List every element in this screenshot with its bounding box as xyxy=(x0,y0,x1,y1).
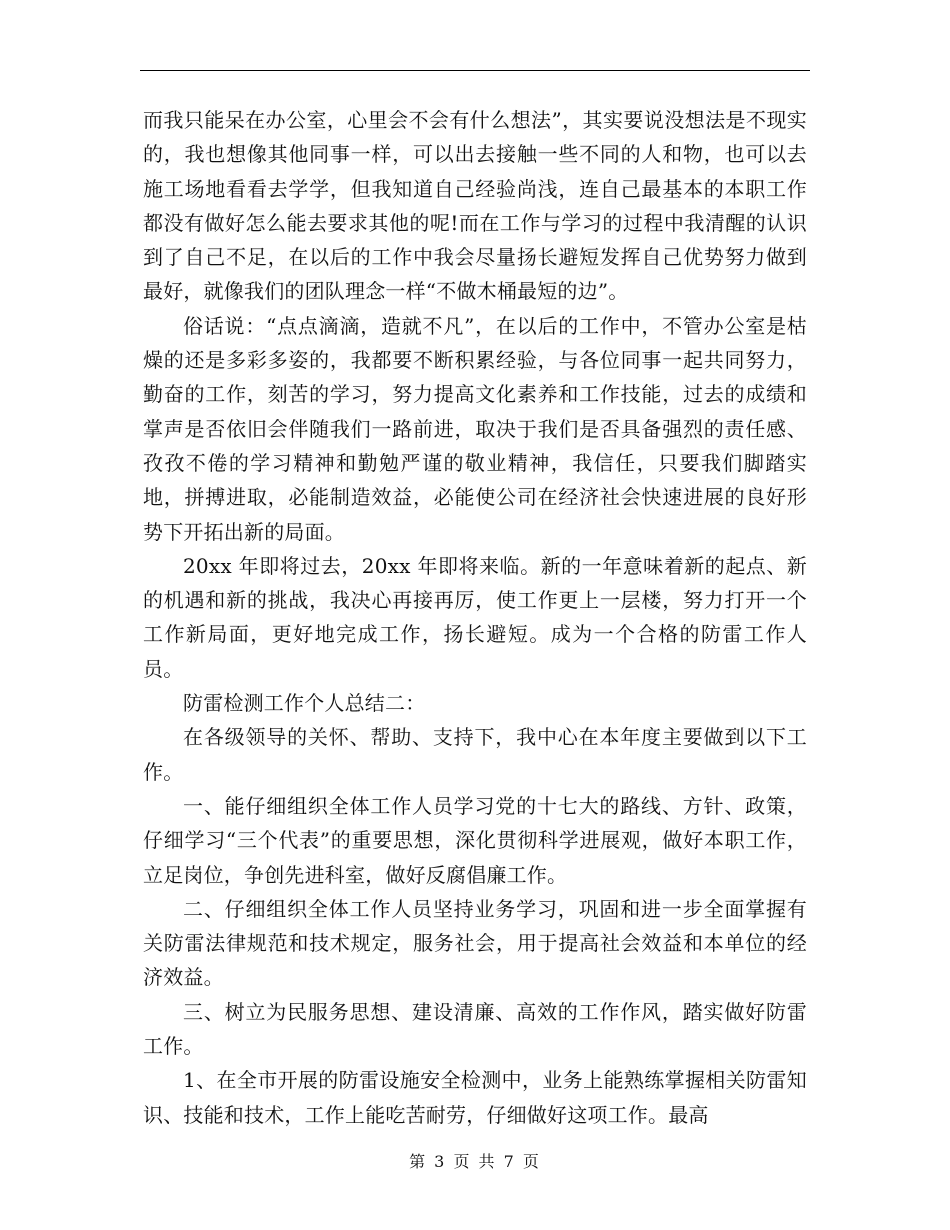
page-number: 第 3 页 共 7 页 xyxy=(409,1152,541,1171)
paragraph-proverb: 俗话说：“点点滴滴，造就不凡”，在以后的工作中，不管办公室是枯燥的还是多彩多姿的，我都要不断积累经验，与各位同事一起共同努力，勤奋的工作，刻苦的学习，努力提高文化素养和工作技能，过去的成绩和掌声是否依旧会伴随我们一路前进，取决于我们是否具备强烈的责任感、孜孜不倦的学习精神和勤勉严谨的敬业精神，我信任，只要我们脚踏实地，拼搏进取，必能制造效益，必能使公司在经济社会快速进展的良好形势下开拓出新的局面。 xyxy=(143,313,807,544)
paragraph-continued: 而我只能呆在办公室，心里会不会有什么想法”，其实要说没想法是不现实的，我也想像其他同事一样，可以出去接触一些不同的人和物，也可以去施工场地看看去学学，但我知道自己经验尚浅，连自己最基本的本职工作都没有做好怎么能去要求其他的呢!而在工作与学习的过程中我清醒的认识到了自己不足，在以后的工作中我会尽量扬长避短发挥自己优势努力做到最好，就像我们的团队理念一样“不做木桶最短的边”。 xyxy=(143,108,807,304)
paragraph-new-year: 20xx 年即将过去，20xx 年即将来临。新的一年意味着新的起点、新的机遇和新的挑战，我决心再接再厉，使工作更上一层楼，努力打开一个工作新局面，更好地完成工作，扬长避短。成为一个合格的防雷工作人员。 xyxy=(143,553,807,681)
paragraph-item-2: 二、仔细组织全体工作人员坚持业务学习，巩固和进一步全面掌握有关防雷法律规范和技术规定，服务社会，用于提高社会效益和本单位的经济效益。 xyxy=(143,896,807,990)
document-body xyxy=(143,103,807,1132)
header-rule xyxy=(140,70,810,71)
paragraph-item-3: 三、树立为民服务思想、建设清廉、高效的工作作风，踏实做好防雷工作。 xyxy=(143,999,807,1059)
paragraph-intro: 在各级领导的关怀、帮助、支持下，我中心在本年度主要做到以下工作。 xyxy=(143,725,807,784)
paragraph-item-1: 一、能仔细组织全体工作人员学习党的十七大的路线、方针、政策，仔细学习“三个代表”的重要思想，深化贯彻科学进展观，做好本职工作，立足岗位，争创先进科室，做好反腐倡廉工作。 xyxy=(143,793,807,887)
paragraph-subitem-1: 1、在全市开展的防雷设施安全检测中，业务上能熟练掌握相关防雷知识、技能和技术，工作上能吃苦耐劳，仔细做好这项工作。最高 xyxy=(143,1068,807,1127)
section-heading: 防雷检测工作个人总结二： xyxy=(183,691,426,716)
